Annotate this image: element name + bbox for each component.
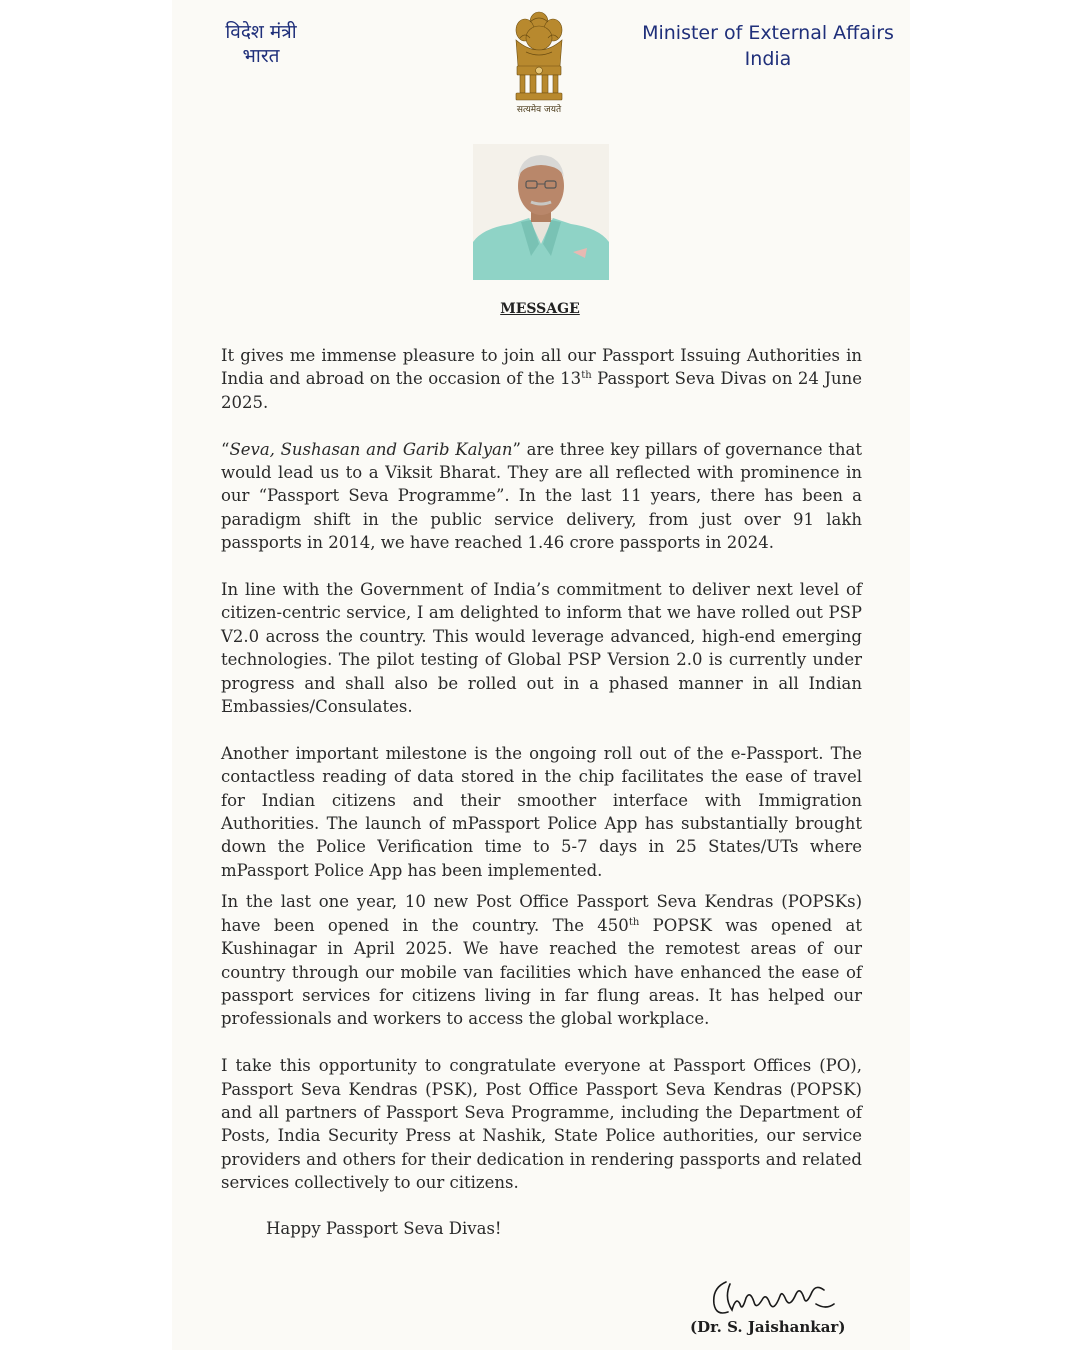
letterhead-english-country: India	[744, 48, 792, 70]
letterhead-english-title: Minister of External Affairs	[642, 22, 894, 44]
message-body	[221, 344, 862, 1195]
closing-greeting: Happy Passport Seva Divas!	[266, 1219, 502, 1238]
paragraph-1: It gives me immense pleasure to join all our Passport Issuing Authorities in India and abroad on the occasion of the 13th Passport Seva Divas on 24 June 2025.	[221, 346, 862, 412]
emblem-motto: सत्यमेव जयते	[516, 105, 562, 115]
paragraph-6: I take this opportunity to congratulate everyone at Passport Offices (PO), Passport Seva Kendras (PSK), Post Office Passport Seva Kendras (POPSK) and all partners of Passport Seva Programme, including the Department of Posts, India Security Press at Nashik, State Police authorities, our service providers and others for their dedication in rendering passports and related services collectively to our citizens.	[221, 1056, 862, 1193]
paragraph-3: In line with the Government of India’s commitment to deliver next level of citizen-centric service, I am delighted to inform that we have rolled out PSP V2.0 across the country. This would leverage advanced, high-end emerging technologies. The pilot testing of Global PSP Version 2.0 is currently under progress and shall also be rolled out in a phased manner in all Indian Embassies/Consulates.	[221, 580, 862, 717]
letterhead-hindi-title: विदेश मंत्री	[225, 21, 297, 43]
message-heading: MESSAGE	[500, 301, 580, 317]
letterhead-hindi	[213, 20, 309, 68]
paragraph-2: “Seva, Sushasan and Garib Kalyan” are three key pillars of governance that would lead us to a Viksit Bharat. They are all reflected with prominence in our “Passport Seva Programme”. In the last 11 years, there has been a paradigm shift in the public service delivery, from just over 91 lakh passports in 2014, we have reached 1.46 crore passports in 2024.	[221, 439, 862, 553]
minister-portrait	[473, 144, 609, 280]
signatory-name: (Dr. S. Jaishankar)	[690, 1318, 846, 1336]
handwritten-signature	[706, 1274, 838, 1322]
letterhead-hindi-country: भारत	[242, 45, 280, 67]
paragraph-4: Another important milestone is the ongoing roll out of the e-Passport. The contactless reading of data stored in the chip facilitates the ease of travel for Indian citizens and their smoother interface with Immigration Authorities. The launch of mPassport Police App has substantially brought down the Police Verification time to 5-7 days in 25 States/UTs where mPassport Police App has been implemented.	[221, 743, 862, 880]
letterhead-english	[640, 20, 896, 72]
paragraph-5: In the last one year, 10 new Post Office Passport Seva Kendras (POPSKs) have been opened in the country. The 450th POPSK was opened at Kushinagar in April 2025. We have reached the remotest areas of our country through our mobile van facilities which have enhanced the ease of passport services for citizens living in far flung areas. It has helped our professionals and workers to access the global workplace.	[221, 892, 862, 1029]
national-emblem-icon	[508, 8, 570, 104]
